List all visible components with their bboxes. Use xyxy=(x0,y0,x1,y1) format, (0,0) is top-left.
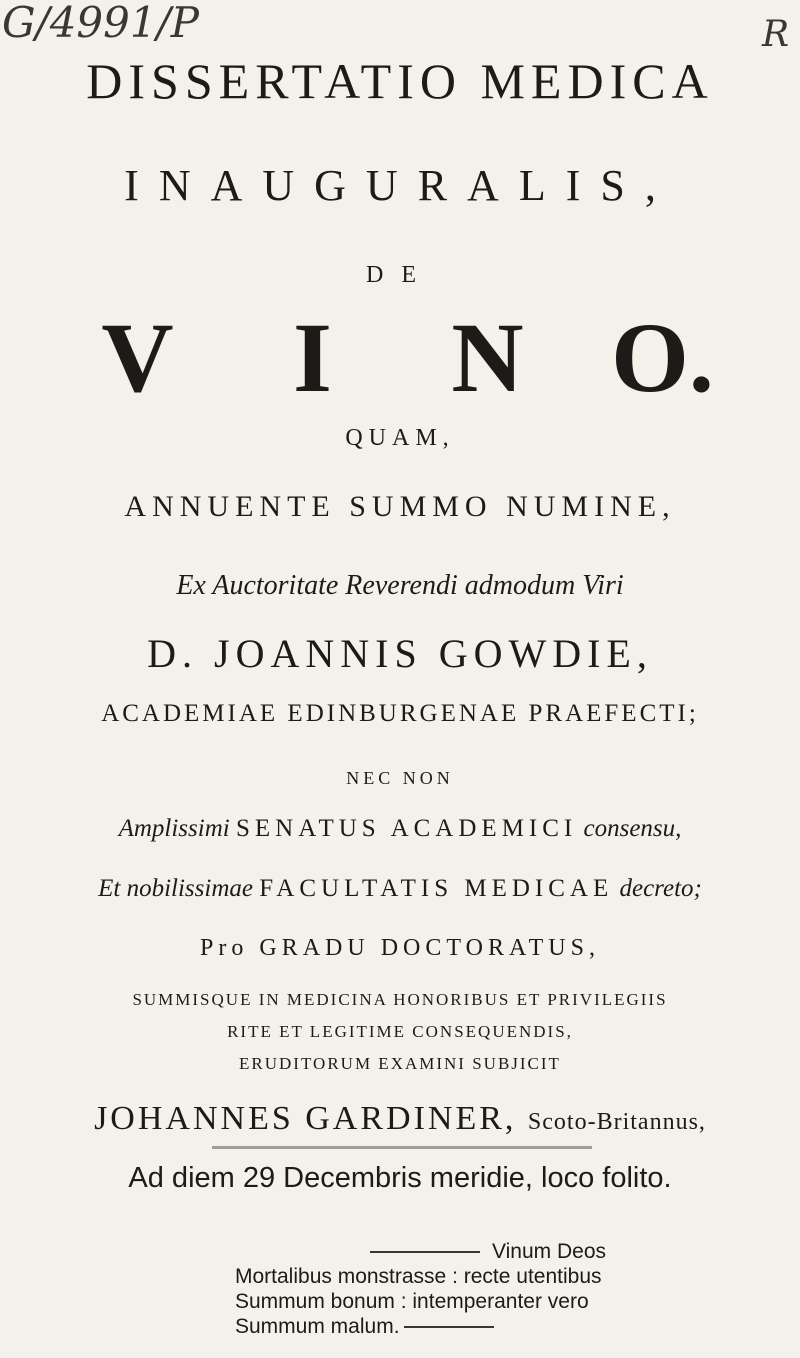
author-line xyxy=(0,1100,800,1138)
epigraph-dash xyxy=(370,1251,480,1253)
epigraph-line-1 xyxy=(370,1240,606,1264)
epigraph-line-2: Mortalibus monstrasse : recte utentibus xyxy=(235,1265,602,1288)
academiae-line: ACADEMIAE EDINBURGENAE PRAEFECTI; xyxy=(101,700,699,727)
facultatis-post: decreto; xyxy=(619,875,702,902)
epigraph-dash-end xyxy=(404,1326,494,1328)
summisque-line: SUMMISQUE IN MEDICINA HONORIBUS ET PRIVILEGIIS xyxy=(132,990,668,1009)
facultatis-line xyxy=(0,875,800,903)
handwritten-shelfmark: G/4991/P xyxy=(2,0,199,47)
senatus-line xyxy=(0,815,800,843)
rite-line: RITE ET LEGITIME CONSEQUENDIS, xyxy=(227,1022,573,1041)
author-name: JOHANNES GARDINER, xyxy=(94,1100,517,1137)
epigraph-line-1-text: Vinum Deos xyxy=(492,1240,607,1263)
ex-auctoritate-line: Ex Auctoritate Reverendi admodum Viri xyxy=(176,570,624,601)
facultatis-pre: Et nobilissimae xyxy=(98,875,253,902)
author-origin: Scoto-Britannus, xyxy=(527,1109,706,1135)
vino-letter-v: V xyxy=(101,302,174,413)
title-dissertatio-medica: DISSERTATIO MEDICA xyxy=(86,53,714,109)
facultatis-main: FACULTATIS MEDICAE xyxy=(259,875,614,902)
corner-handwritten-mark: R xyxy=(762,14,790,55)
quam-line: QUAM, xyxy=(345,425,455,451)
pro-gradu-line: Pro GRADU DOCTORATUS, xyxy=(200,935,600,961)
gowdie-line: D. JOANNIS GOWDIE, xyxy=(147,631,653,676)
senatus-main: SENATUS ACADEMICI xyxy=(235,815,578,842)
vino-letter-n: N xyxy=(451,302,524,413)
epigraph-line-4-text: Summum malum. xyxy=(235,1315,400,1338)
vino-letter-o: O. xyxy=(611,302,714,413)
senatus-pre: Amplissimi xyxy=(118,815,230,842)
nec-non-line: NEC NON xyxy=(346,768,454,788)
epigraph-line-3: Summum bonum : intemperanter vero xyxy=(235,1290,589,1313)
decorative-rule xyxy=(212,1146,592,1149)
title-de: DE xyxy=(366,262,434,288)
date-line: Ad diem 29 Decembris meridie, loco folito. xyxy=(128,1162,672,1194)
senatus-post: consensu, xyxy=(583,815,682,842)
annuente-line: ANNUENTE SUMMO NUMINE, xyxy=(124,490,676,523)
vino-letter-i: I xyxy=(293,302,332,413)
title-vino xyxy=(0,300,800,415)
title-inauguralis: INAUGURALIS, xyxy=(124,161,676,210)
epigraph-line-4 xyxy=(235,1315,494,1339)
eruditorum-line: ERUDITORUM EXAMINI SUBJICIT xyxy=(239,1054,561,1073)
